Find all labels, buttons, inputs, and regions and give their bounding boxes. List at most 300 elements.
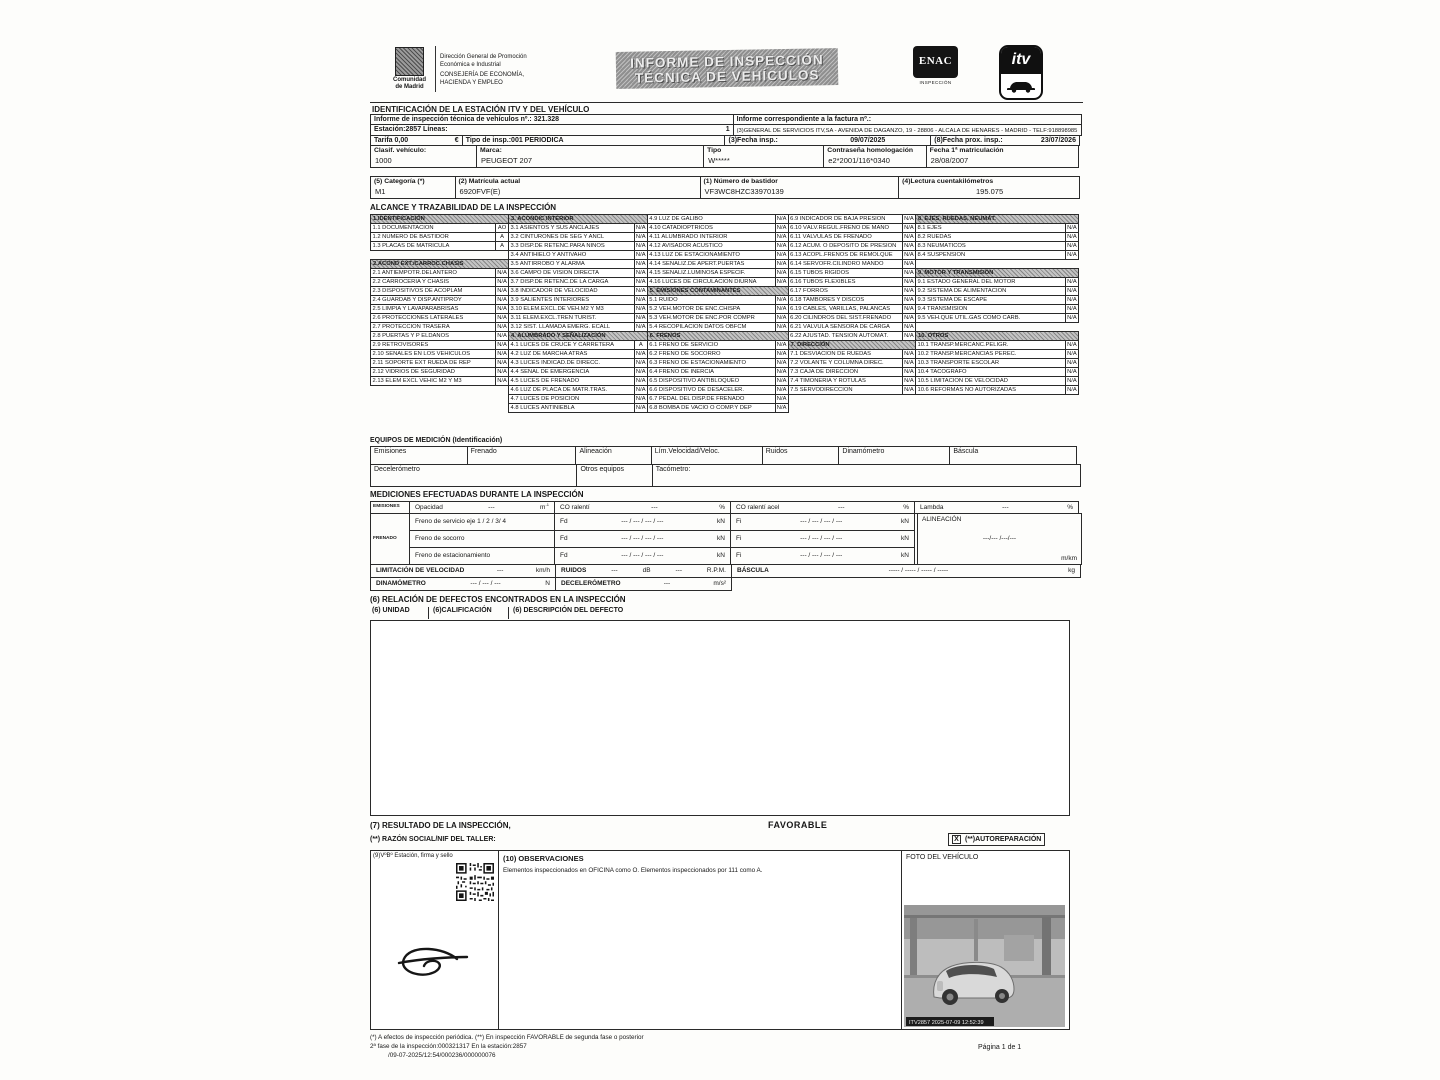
signature-cell [371, 851, 499, 1029]
checklist-item-label: 3.12 SIST. LLAMADA EMERG. ECALL [510, 323, 611, 330]
checklist-item-value: N/A [775, 305, 788, 313]
checklist-item-value: N/A [902, 386, 915, 394]
checklist-item-label: 6.20 CILINDROS DEL SIST.FRENADO [790, 314, 892, 321]
checklist-item-label: 6.11 VÁLVULAS DE FRENADO [790, 233, 872, 240]
checklist-item-label: 5.4 RECOPILACION DATOS OBFCM [649, 323, 747, 330]
checklist-item-label: 1.2 NUMERO DE BASTIDOR [372, 233, 449, 240]
checklist-item-label: 2.10 SEÑALES EN LOS VEHÍCULOS [372, 350, 471, 357]
itv-logo-text: itv [1001, 47, 1041, 74]
checklist-column [788, 215, 916, 413]
category-value: M1 [375, 186, 386, 196]
checklist-item-value: N/A [634, 287, 647, 295]
checklist-section-header: 4. ALUMBRADO Y SEÑALIZACIÓN [508, 331, 648, 341]
checklist-item-value: N/A [775, 368, 788, 376]
checklist-item-value: N/A [775, 395, 788, 403]
checklist-item-label: 4.10 CATADIÓPTRICOS [649, 224, 713, 231]
checklist-item-label: 6.4 FRENO DE INERCIA [649, 368, 715, 375]
result-row [370, 819, 1083, 832]
department-text [436, 46, 527, 92]
checklist-item-label: 3.10 ELEM.EXCL.DE VEH.M2 Y M3 [510, 305, 604, 312]
checklist-item-label: 6.19 CABLES, VARILLAS, PALANCAS [790, 305, 891, 312]
checklist-item-label: 6.21 VÁLVULA SENSORA DE CARGA [790, 323, 890, 330]
checklist-item-label: 2.8 PUERTAS Y P ELDAÑOS [372, 332, 449, 339]
checklist-item-label: 4.16 LUCES DE CIRCULACIÓN DIURNA [649, 278, 757, 285]
checklist-item-value: N/A [1065, 278, 1078, 286]
inspection-date-value: 09/07/2025 [850, 136, 886, 144]
checklist-item-value: N/A [634, 278, 647, 286]
checklist-item-label: 10.2 TRANSP.MERCANCÍAS PEREC. [917, 350, 1017, 357]
footer-note-1: (*) A efectos de inspección periódica. (**) En inspección FAVORABLE de segunda fase o posterior [370, 1033, 644, 1041]
opacity-field: Opacidad --- $m^{-1}$ [409, 501, 555, 514]
report-title-line1: INFORME DE INSPECCIÓN [629, 51, 824, 71]
inspection-report-page [370, 42, 1083, 1061]
parking-brake-label: Freno de estacionamiento [409, 547, 555, 565]
checklist-item-value: N/A [1065, 350, 1078, 358]
checklist-item-value: N/A [902, 251, 915, 259]
observations-cell [499, 851, 902, 1029]
checklist-item-value: N/A [634, 224, 647, 232]
checklist-item-label: 2.3 DISPOSITIVOS DE ACOPLAM [372, 287, 463, 294]
checklist-item-value: N/A [902, 278, 915, 286]
page-number: Página 1 de 1 [978, 1043, 1022, 1051]
enac-logo [913, 46, 958, 85]
measurements-section-title: MEDICIONES EFECTUADAS DURANTE LA INSPECCIÓN [370, 489, 584, 499]
checklist-item-label: 8.1 EJES [917, 224, 942, 231]
checklist-item-value: N/A [902, 314, 915, 322]
first-registration-value: 28/08/2007 [930, 155, 969, 165]
inspection-date-field: (3)Fecha insp.: 09/07/2025 [724, 135, 931, 146]
checklist-item-label: 4.4 SEÑAL DE EMERGENCIA [510, 368, 590, 375]
checklist-item-label: 4.8 LUCES ANTINIEBLA [510, 404, 575, 411]
checklist-item-label: 3.2 CINTURONES DE SEG Y ANCL [510, 233, 605, 240]
inspection-type-field: Tipo de insp.:001 PERIODICA [462, 135, 726, 146]
checklist-section-header: 9. MOTOR Y TRANSMISIÓN [915, 268, 1079, 278]
checklist-item-value: N/A [1065, 287, 1078, 295]
checklist-item-value: N/A [775, 242, 788, 250]
checklist-section-header: 8. EJES, RUEDAS, NEUMÁT. [915, 214, 1079, 224]
autoreparacion-label: (**)AUTOREPARACIÓN [965, 835, 1042, 843]
workshop-row [370, 832, 1083, 847]
first-registration-field: Fecha 1ª matriculación 28/08/2007 [926, 145, 1079, 168]
checklist-item [508, 403, 648, 413]
checklist-item-label: 6.22 AJUSTAD. TENSIÓN AUTOMÁT. [790, 332, 889, 339]
checklist-item-value: N/A [634, 368, 647, 376]
odometer-field: (4)Lectura cuentakilómetros 195.075 [898, 176, 1080, 199]
checklist-item-value: N/A [495, 314, 508, 322]
checklist-item-label: 2.13 ELEM EXCL VEHÍC M2 Y M3 [372, 377, 462, 384]
bottom-block [370, 850, 1070, 1030]
checklist-section-header: 2.ACOND EXT./CARROC.CHASIS [370, 259, 509, 269]
checklist-item-value: N/A [1065, 386, 1078, 394]
checklist-item-label: 2.7 PROTECCIÓN TRASERA [372, 323, 450, 330]
vehicle-photo-label: FOTO DEL VEHÍCULO [906, 853, 979, 861]
measurements-table [370, 501, 1083, 591]
madrid-crest-icon [395, 47, 424, 76]
lambda-field: Lambda --- % [914, 501, 1079, 514]
alignment-values: ---/--- /---/--- [982, 535, 1017, 542]
checklist-item-label: 6.17 FORROS [790, 287, 828, 294]
checklist-item-label: 5.3 VEH.MOTOR DE ENC.POR COMPR [649, 314, 755, 321]
secondary-brake-fd: Fd --- / --- / --- / --- kN [554, 530, 731, 548]
checklist-item-value: N/A [902, 224, 915, 232]
checklist-item-label: 6.7 PEDAL DEL DISP.DE FRENADO [649, 395, 745, 402]
checklist-item-label: 6.9 INDICADOR DE BAJA PRESIÓN [790, 215, 886, 222]
secondary-brake-fi: Fi --- / --- / --- / --- kN [730, 530, 915, 548]
checklist-item-label: 7.3 CAJA DE DIRECCIÓN [790, 368, 859, 375]
checklist-item-label: 3.3 DISP.DE RETENC.PARA NIÑOS [510, 242, 605, 249]
checklist-item-label: 6.13 ACOPL.FRENOS DE REMOLQUE [790, 251, 893, 258]
checklist-item-label: 5.1 RUIDO [649, 296, 678, 303]
checklist-item-value: N/A [1065, 359, 1078, 367]
checklist-item-value: N/A [775, 377, 788, 385]
equipment-header-emisiones: Emisiones [370, 446, 468, 465]
footer-note-3: /09-07-2025/12:54/000236/000000076 [388, 1052, 496, 1060]
checklist-item-label: 3.8 INDICADOR DE VELOCIDAD [510, 287, 598, 294]
checklist-item-value: N/A [634, 359, 647, 367]
secondary-brake-label: Freno de socorro [409, 530, 555, 548]
co-accel-field: CO ralentí acel --- % [730, 501, 915, 514]
checklist-item-value: N/A [495, 341, 508, 349]
euro-symbol: € [454, 136, 459, 144]
report-footer [370, 1033, 1083, 1061]
checklist-item-value: N/A [902, 269, 915, 277]
enac-logo-text: ENAC [913, 46, 958, 78]
checklist-item [647, 403, 789, 413]
checklist-item-label: 4.14 SEÑALIZ.DE APERT.PUERTAS [649, 260, 745, 267]
checklist-item-value: N/A [495, 323, 508, 331]
checklist-item-label: 6.14 SERVOFR.CILINDRO MANDO [790, 260, 884, 267]
checklist-item-label: 6.18 TAMBORES Y DISCOS [790, 296, 865, 303]
equipment-table [370, 446, 1083, 487]
equipment-header-frenado: Frenado [467, 446, 577, 465]
equipment-header-bascula: Báscula [949, 446, 1077, 465]
checklist-item-label: 3.11 ELEM.EXCL.TREN TURIST. [510, 314, 597, 321]
checklist-item-value: N/A [1065, 233, 1078, 241]
checklist-item [788, 385, 916, 395]
odometer-value: 195.075 [976, 186, 1004, 196]
service-brake-fd: Fd --- / --- / --- / --- kN [554, 513, 731, 531]
checklist-item-value: N/A [634, 350, 647, 358]
checklist-item-value: N/A [634, 251, 647, 259]
checklist-section-header: 10. OTROS [915, 331, 1079, 341]
checklist-item-value: N/A [1065, 314, 1078, 322]
vin-field: (1) Número de bastidor VF3WC8HZC33970139 [700, 176, 900, 199]
checklist-item-value: N/A [775, 314, 788, 322]
checklist-item-label: 2.11 SOPORTE EXT RUEDA DE REP [372, 359, 471, 366]
checklist-item-value: N/A [495, 350, 508, 358]
madrid-logo-block [388, 46, 436, 92]
checklist-item-value: N/A [902, 350, 915, 358]
checklist-item-label: 7.4 TIMONERÍA Y RÓTULAS [790, 377, 866, 384]
alignment-label: ALINEACIÓN [922, 515, 962, 523]
checklist-item-value: N/A [902, 233, 915, 241]
next-inspection-date-value: 23/07/2026 [1040, 136, 1076, 144]
checklist-item-label: 6.2 FRENO DE SOCORRO [649, 350, 721, 357]
equipment-decelerometro-cell: Decelerómetro [370, 464, 577, 487]
checklist-item-label: 2.6 PROTECCIONES LATERALES [372, 314, 464, 321]
checklist-item-value: N/A [775, 323, 788, 331]
checklist-item-value: A [495, 242, 508, 250]
station-address: (3)GENERAL DE SERVICIOS ITV,SA - AVENIDA DE DAGANZO, 19 - 28806 - ALCALA DE HENARES - MADRID - TELF:918898985 [733, 124, 1082, 136]
equipment-header-dinamometro: Dinamómetro [838, 446, 950, 465]
checklist-item-label: 10.1 TRANSP.MERCANC.PELIGR. [917, 341, 1009, 348]
workshop-label: (**) RAZÓN SOCIAL/NIF DEL TALLER: [370, 835, 496, 843]
checklist-item-label: 4.3 LUCES INDICAD.DE DIRECC. [510, 359, 601, 366]
checklist-item-value: N/A [634, 323, 647, 331]
checklist-item [370, 376, 509, 386]
equipment-header-alineacion: Alineación [575, 446, 651, 465]
checklist-item-value: N/A [902, 305, 915, 313]
defects-header-row [370, 607, 1083, 619]
report-title-line2: TÉCNICA DE VEHÍCULOS [634, 66, 820, 86]
checklist-column [915, 215, 1079, 413]
defects-col-unit: (6) UNIDAD [372, 606, 410, 614]
checklist-item-value: N/A [1065, 251, 1078, 259]
checklist-item-value: N/A [495, 278, 508, 286]
type-value: W***** [708, 155, 730, 165]
checklist-column [508, 215, 648, 413]
checklist-section-header: 5. EMISIONES CONTAMINANTES [647, 286, 789, 296]
madrid-logo-text [388, 77, 431, 91]
checklist-item-value: A [634, 341, 647, 349]
co-idle-field: CO ralentí --- % [554, 501, 731, 514]
identification-section [370, 102, 1083, 199]
checklist-item-value: N/A [902, 359, 915, 367]
checklist-item-label: 4.13 LUZ DE ESTACIONAMIENTO [649, 251, 740, 258]
scale-field: BÁSCULA ----- / ----- / ----- / ----- kg [731, 564, 1081, 578]
checklist-item-value: N/A [634, 305, 647, 313]
brakes-row-label: FRENADO [370, 513, 410, 565]
plate-field: (2) Matrícula actual 6920FVF(E) [455, 176, 701, 199]
checklist-item-value: N/A [1065, 242, 1078, 250]
checklist-item-label: 6.16 TUBOS FLEXIBLES [790, 278, 856, 285]
checklist-item-value: N/A [495, 305, 508, 313]
checklist-item-label: 8.2 RUEDAS [917, 233, 952, 240]
checklist-item-label: 5.2 VEH.MOTOR DE ENC.CHISPA [649, 305, 741, 312]
dept-line: HACIENDA Y EMPLEO [440, 79, 503, 86]
checklist-item-value: N/A [902, 368, 915, 376]
checklist-item-label: 10.3 TRANSPORTE ESCOLAR [917, 359, 1000, 366]
checklist-item-label: 2.4 GUARDAB Y DISP.ANTIPROY [372, 296, 462, 303]
dept-line: Dirección General de Promoción [440, 54, 527, 60]
checklist-item-label: 1.3 PLACAS DE MATRÍCULA [372, 242, 450, 249]
checklist-item-value: N/A [495, 287, 508, 295]
checklist-item-value: N/A [495, 359, 508, 367]
checklist-item-value: N/A [902, 287, 915, 295]
dept-line: CONSEJERÍA DE ECONOMÍA, [440, 72, 525, 78]
service-brake-fi: Fi --- / --- / --- / --- kN [730, 513, 915, 531]
checklist-item-value: N/A [634, 386, 647, 394]
checklist-item-label: 6.1 FRENO DE SERVICIO [649, 341, 719, 348]
checklist-item-value: N/A [634, 377, 647, 385]
checklist-item-label: 3.4 ANTIHIELO Y ANTIVAHO [510, 251, 587, 258]
checklist-item-label: 4.9 LUZ DE GÁLIBO [649, 215, 703, 222]
alignment-field [917, 513, 1082, 565]
report-header [370, 44, 1083, 102]
checklist-item-label: 3.9 SALIENTES INTERIORES [510, 296, 590, 303]
category-field: (5) Categoría (*) M1 [370, 176, 456, 199]
equipment-header-velocidad: Lím.Velocidad/Veloc. [651, 446, 763, 465]
checklist-item-value: A [495, 233, 508, 241]
autoreparacion-checkbox: X [952, 835, 961, 844]
checklist-item-value: N/A [775, 251, 788, 259]
defects-section-title: (6) RELACIÓN DE DEFECTOS ENCONTRADOS EN LA INSPECCIÓN [370, 594, 626, 604]
checklist-item-label: 10.5 LIMITACIÓN DE VELOCIDAD [917, 377, 1008, 384]
observations-title: (10) OBSERVACIONES [503, 853, 584, 863]
equipment-otros-cell: Otros equipos [576, 464, 652, 487]
observations-text: Elementos inspeccionados en OFICINA como O. Elementos inspeccionados por 111 como A. [503, 866, 763, 874]
enac-logo-subtext: INSPECCIÓN [919, 80, 952, 85]
checklist-item-label: 9.3 SISTEMA DE ESCAPE [917, 296, 988, 303]
checklist-item-label: 6.5 DISPOSITIVO ANTIBLOQUEO [649, 377, 740, 384]
vehicle-photo [904, 905, 1065, 1027]
checklist-item-label: 4.5 LUCES DE FRENADO [510, 377, 580, 384]
checklist-item-label: 9.1 ESTADO GENERAL DEL MOTOR [917, 278, 1016, 285]
defects-empty-box [370, 620, 1070, 816]
make-field: Marca: PEUGEOT 207 [476, 145, 704, 168]
checklist-item-label: 6.15 TUBOS RÍGIDOS [790, 269, 849, 276]
checklist-item-label: 8.4 SUSPENSIÓN [917, 251, 966, 258]
lines-value: 1 [725, 126, 730, 133]
vehicle-class-field: Clasif. vehículo: 1000 [370, 145, 477, 168]
checklist-item-label: 4.6 LUZ DE PLACA DE MATR.TRAS. [510, 386, 608, 393]
checklist-item-value: N/A [1065, 224, 1078, 232]
dept-line: Económica e Industrial [440, 61, 501, 68]
itv-logo [999, 45, 1043, 100]
checklist-item-value: N/A [775, 404, 788, 412]
checklist-item-label: 4.12 AVISADOR ACÚSTICO [649, 242, 723, 249]
checklist-item-value: N/A [775, 233, 788, 241]
noise-field: RUIDOS --- dB --- R.P.M. [555, 564, 732, 578]
checklist-item-label: 4.11 ALUMBRADO INTERIOR [649, 233, 728, 240]
dynamometer-field: DINAMÓMETRO --- / --- / --- N [370, 577, 556, 591]
checklist-item-value: N/A [1065, 305, 1078, 313]
checklist-item-value: N/A [1065, 296, 1078, 304]
checklist-item-value: N/A [634, 296, 647, 304]
checklist-item-value: N/A [775, 215, 788, 223]
speed-limit-field: LIMITACIÓN DE VELOCIDAD --- km/h [370, 564, 556, 578]
comunidad-madrid-logo [388, 46, 527, 92]
checklist-item-value: AO [495, 224, 508, 232]
checklist-item-value: N/A [775, 350, 788, 358]
signature [391, 937, 469, 995]
checklist-item-value: N/A [775, 278, 788, 286]
checklist-item-value: N/A [902, 323, 915, 331]
checklist-item-label: 3.7 DISP.DE RETENC.DE LA CARGA [510, 278, 609, 285]
checklist-table [370, 215, 1083, 413]
checklist-item-value: N/A [634, 404, 647, 412]
service-brake-label: Freno de servicio eje 1 / 2 / 3/ 4 [409, 513, 555, 531]
checklist-section-header: 1.IDENTIFICACIÓN [370, 214, 509, 224]
checklist-item-value: N/A [634, 314, 647, 322]
checklist-item-label: 6.10 VÁLV.REGUL.FRENO DE MANO [790, 224, 890, 231]
checklist-item-label: 2.5 LIMPIA Y LAVAPARABRISAS [372, 305, 459, 312]
defects-col-description: (6) DESCRIPCIÓN DEL DEFECTO [508, 607, 623, 619]
checklist-item-label: 9.2 SISTEMA DE ALIMENTACIÓN [917, 287, 1007, 294]
checklist-item-label: 2.2 CARROCERÍA Y CHASIS [372, 278, 449, 285]
parking-brake-fd: Fd --- / --- / --- / --- kN [554, 547, 731, 565]
checklist-item-label: 10.4 TACÓGRAFO [917, 368, 967, 375]
vehicle-photo-cell [902, 851, 1069, 1029]
equipment-section-title: EQUIPOS DE MEDICIÓN (Identificación) [370, 436, 503, 444]
checklist-item-value: N/A [902, 332, 915, 340]
report-title-stamp [616, 48, 839, 89]
checklist-item-label: 2.9 RETROVISORES [372, 341, 429, 348]
checklist-item-value: N/A [1065, 368, 1078, 376]
station-lines-label: Estación:2857 Líneas: [374, 126, 448, 133]
scope-section-title: ALCANCE Y TRAZABILIDAD DE LA INSPECCIÓN [370, 202, 557, 212]
report-number-label: Informe de inspección técnica de vehículos nº.: [374, 116, 532, 123]
checklist-item-value: N/A [775, 296, 788, 304]
alignment-unit: m/km [1061, 554, 1077, 562]
checklist-item-label: 7.2 VOLANTE Y COLUMNA DIREC. [790, 359, 884, 366]
checklist-item-value: N/A [634, 269, 647, 277]
checklist-item-label: 4.15 SEÑALIZ.LUMINOSA ESPECÍF. [649, 269, 746, 276]
checklist-item-value: N/A [495, 296, 508, 304]
autoreparacion-group [948, 833, 1045, 846]
checklist-section-header: 6. FRENOS [647, 331, 789, 341]
checklist-item-label: 2.12 VIDRIOS DE SEGURIDAD [372, 368, 455, 375]
parking-brake-fi: Fi --- / --- / --- / --- kN [730, 547, 915, 565]
make-value: PEUGEOT 207 [480, 155, 533, 165]
checklist-item-label: 4.1 LUCES DE CRUCE Y CARRETERA [510, 341, 615, 348]
checklist-item-value: N/A [775, 269, 788, 277]
type-field: Tipo W***** [703, 145, 824, 168]
checklist-column [370, 215, 509, 413]
checklist-item-value: N/A [495, 332, 508, 340]
checklist-item-label: 2.1 ANTIEMPOTR.DELANTERO [372, 269, 457, 276]
invoice-number-field: Informe correspondiente a la factura nº.: [733, 114, 1082, 125]
qr-code [456, 863, 494, 901]
footer-note-2: 2ª fase de la inspección:000321317 En la estación:2857 [370, 1042, 527, 1050]
checklist-item-label: 6.3 FRENO DE ESTACIONAMIENTO [649, 359, 747, 366]
checklist-item-label: 3.1 ASIENTOS Y SUS ANCLAJES [510, 224, 600, 231]
homologation-value: e2*2001/116*0340 [828, 155, 890, 165]
equipment-header-ruidos: Ruidos [762, 446, 840, 465]
checklist-item-value: N/A [775, 341, 788, 349]
car-icon [1005, 79, 1037, 93]
checklist-item-label: 6.6 DISPOSITIVO DE DESACELER. [649, 386, 744, 393]
checklist-item-value: N/A [634, 395, 647, 403]
tarifa-field: Tarifa 0,00 € [370, 135, 463, 146]
checklist-item-value: N/A [902, 242, 915, 250]
checklist-item-value: N/A [775, 260, 788, 268]
checklist-item-label: 3.6 CAMPO DE VISIÓN DIRECTA [510, 269, 600, 276]
checklist-item-value: N/A [1065, 377, 1078, 385]
checklist-item-value: N/A [634, 233, 647, 241]
signature-cell-label: (9)VºBº Estación, firma y sello [373, 852, 453, 859]
madrid-logo-line2: de Madrid [395, 83, 424, 90]
checklist-item-label: 8.3 NEUMÁTICOS [917, 242, 966, 249]
checklist-column [647, 215, 789, 413]
plate-value: 6920FVF(E) [459, 186, 501, 196]
checklist-item-label: 7.5 SERVODIRECCIÓN [790, 386, 853, 393]
checklist-item-value: N/A [495, 269, 508, 277]
checklist-item-value: N/A [775, 359, 788, 367]
checklist-section-header: 3. ACONDIC INTERIOR [508, 214, 648, 224]
checklist-item-value: N/A [775, 386, 788, 394]
checklist-item [915, 385, 1079, 395]
checklist-item-label: 6.12 ACUM. O DEPÓSITO DE PRESIÓN [790, 242, 897, 249]
checklist-item-value: N/A [775, 224, 788, 232]
homologation-field: Contraseña homologación e2*2001/116*0340 [823, 145, 926, 168]
defects-col-rating: (6)CALIFICACIÓN [428, 607, 508, 619]
checklist-item-value: N/A [902, 377, 915, 385]
equipment-tacometro-cell: Tacómetro: [652, 464, 1081, 487]
checklist-item-value: N/A [495, 377, 508, 385]
checklist-item-label: 3.5 ANTIRROBO Y ALARMA [510, 260, 585, 267]
vehicle-class-value: 1000 [375, 155, 392, 165]
